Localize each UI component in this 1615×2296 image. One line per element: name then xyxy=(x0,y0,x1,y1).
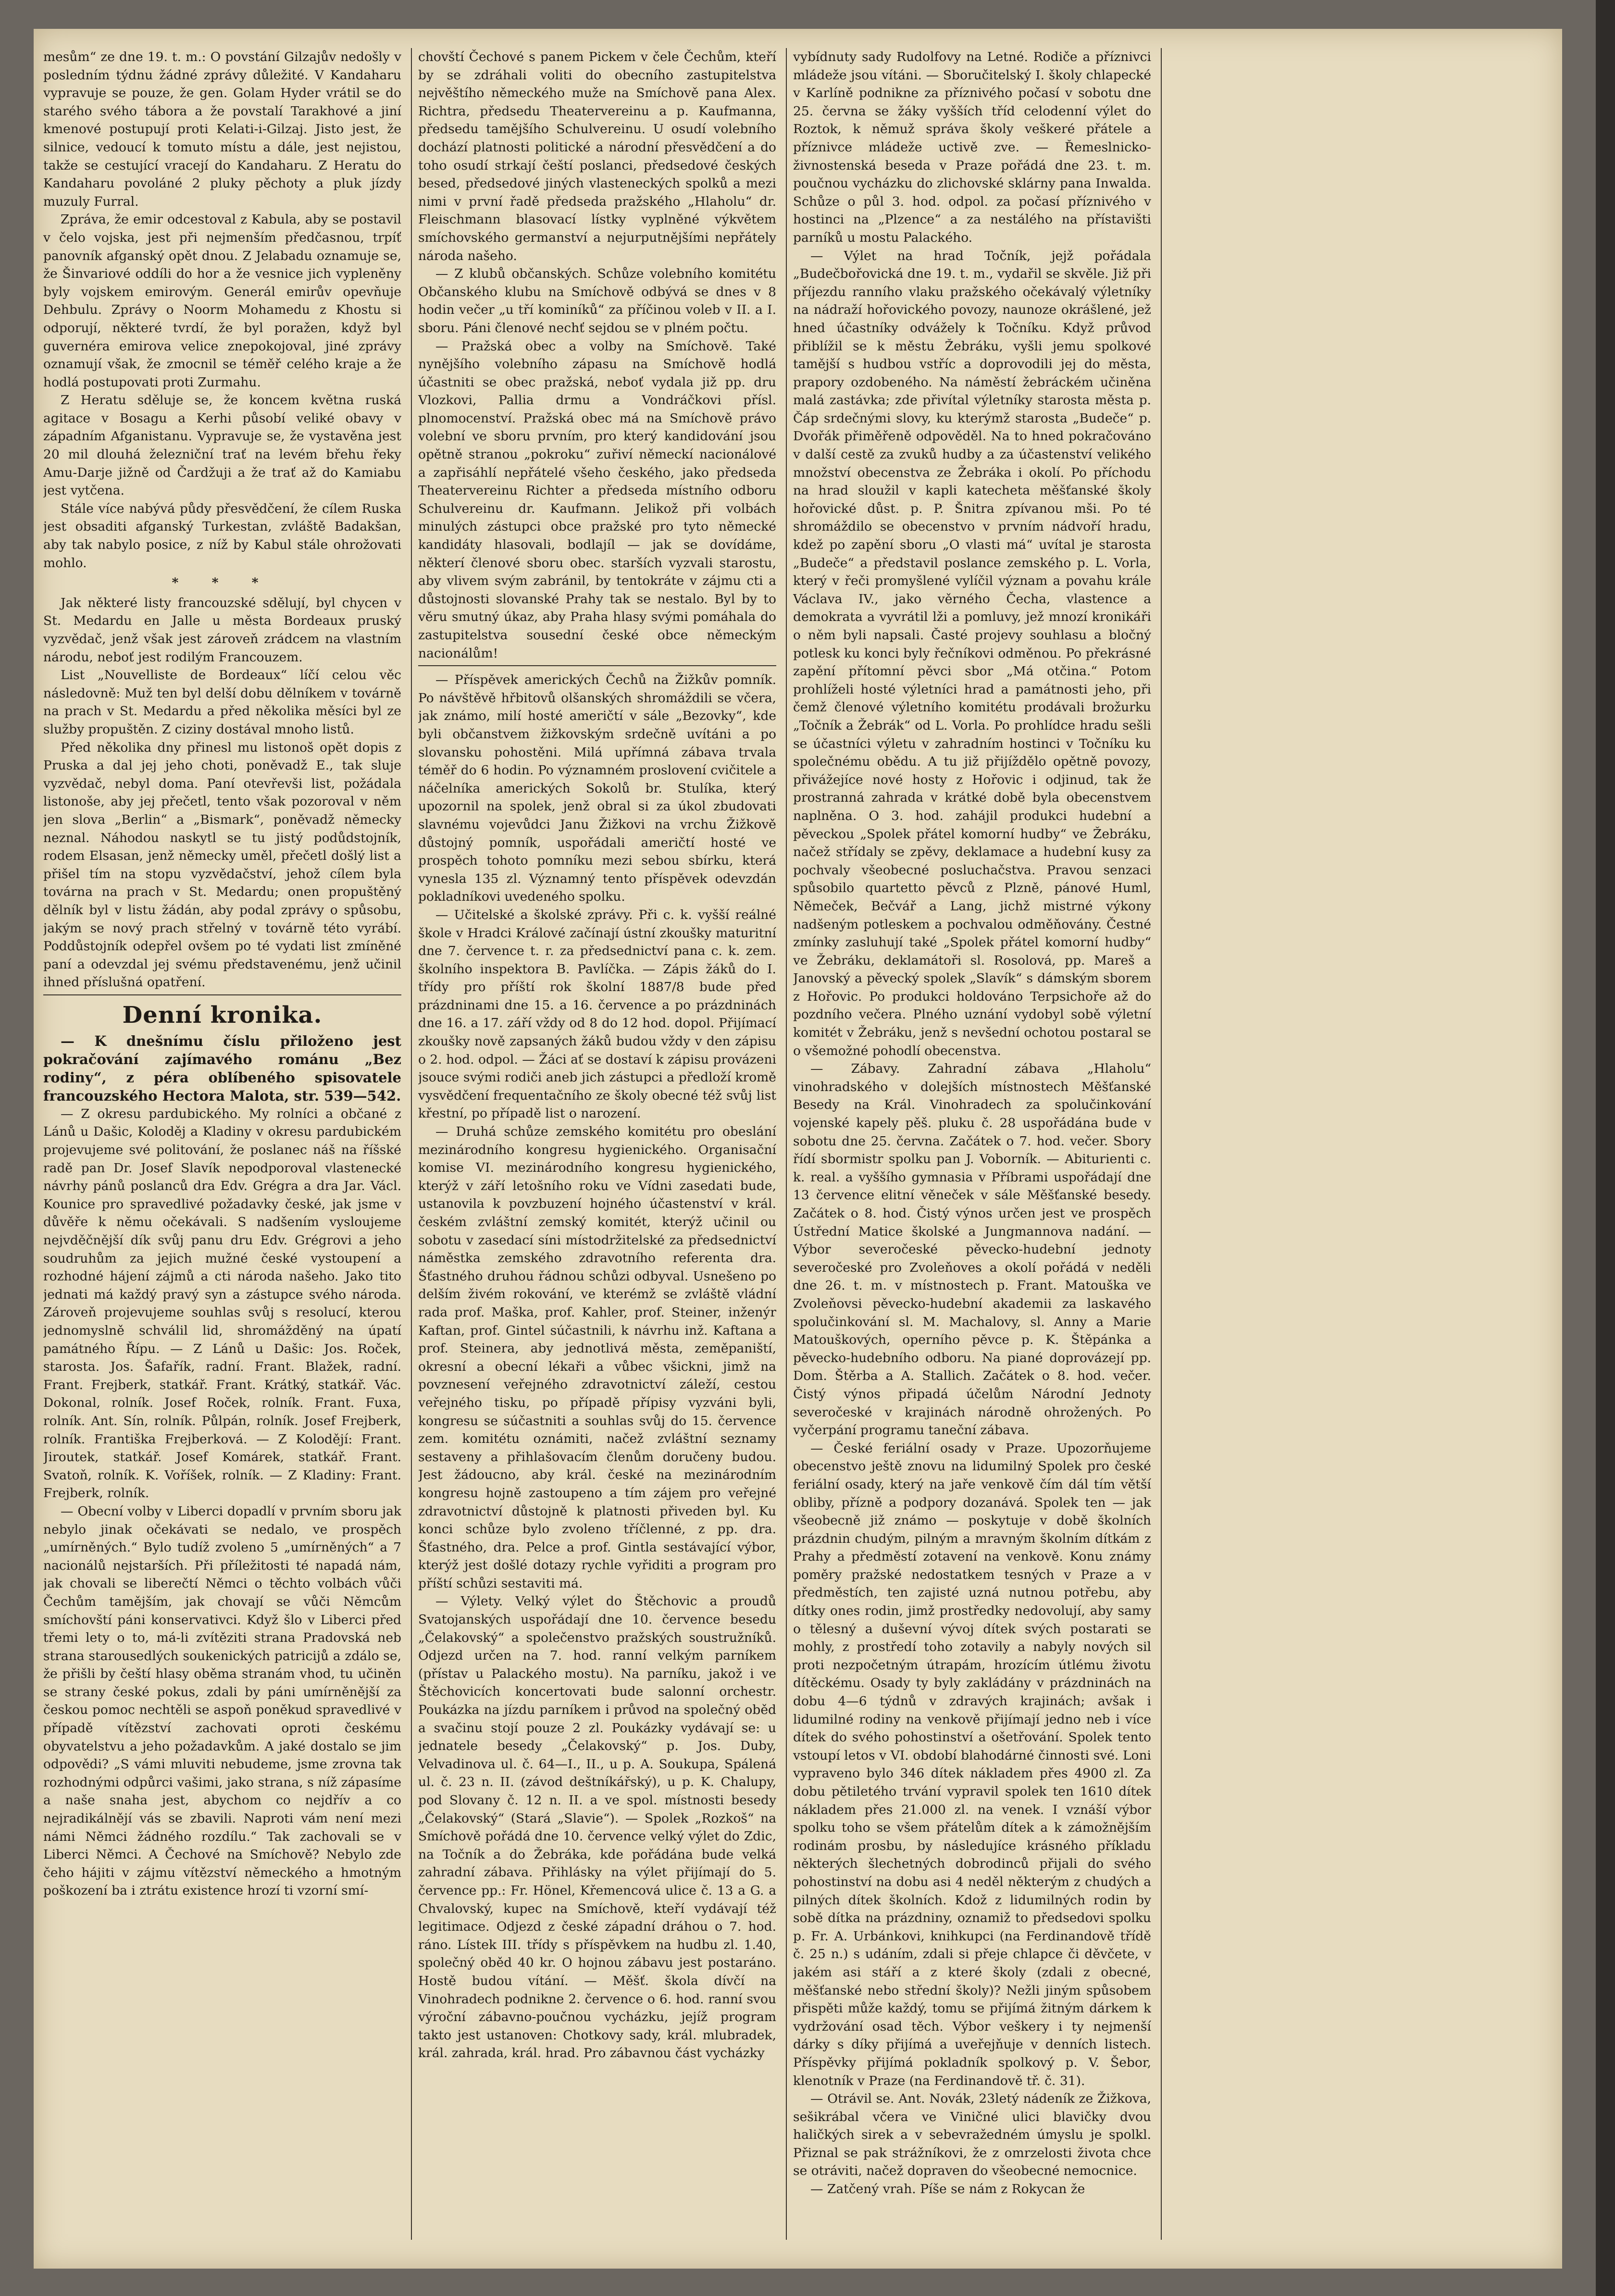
column-rule-1 xyxy=(411,48,412,2240)
scan-edge xyxy=(1596,0,1615,2296)
article-paragraph: chovští Čechové s panem Pickem v čele Čechům, kteří by se zdráhali voliti do obecního zastupitelstva nejvěštího německého muže na Smíchově pana Alex. Richtra, předsedu Theatervereinu a p. Kaufmanna, předsedu tamějšího Schulvereinu. U osudí volebního dochází platnosti politické a národní přesvědčení a do toho osudí strkají čeští poslanci, předsedové českých besed, předsedové jiných vlasteneckých spolků a mezi nimi v první řadě předseda pražského „Hlaholu“ dr. Fleischmann blasovací lístky vyplněné výkvětem smíchovského germanství a nejurputnějšími nepřátely národa našeho. xyxy=(418,50,776,263)
column-4 xyxy=(1168,48,1543,2240)
article-paragraph: — Z okresu pardubického. My rolníci a občané z Lánů u Dašic, Koloděj a Kladiny v okresu pardubickém projevujeme své politování, že poslanec náš na říšské radě pan Dr. Josef Slavík nepodporoval vlastenecké návrhy pánů poslanců dra Edv. Grégra a dra Jar. Václ. Kounice pro spravedlivé požadavky české, jak jsme v důvěře k němu očekávali. S nadšením vysloujeme nejvděčnější dík svůj panu dru Edv. Grégrovi a jeho soudruhům za jejich mužné české vystoupení a rozhodné hájení zájmů a cti národa našeho. Jako tito jednati má každý pravý syn a zástupce svého národa. Zároveň projevujeme souhlas svůj s resolucí, kterou jednomyslně schválil lid, shromážděný na úpatí památného Řípu. — Z Lánů u Dašic: Jos. Roček, starosta. Jos. Šafařík, radní. Frant. Blažek, radní. Frant. Frejberk, statkář. Frant. Krátký, statkář. Vác. Dokonal, rolník. Josef Roček, rolník. Frant. Fuxa, rolník. Ant. Sín, rolník. Půlpán, rolník. Josef Frejberk, rolník. Františka Frejberková. — Z Kolodějí: Frant. Jiroutek, statkář. Josef Komárek, statkář. Frant. Svatoň, rolník. K. Voříšek, rolník. — Z Kladiny: Frant. Frejberk, rolník. xyxy=(43,1106,401,1501)
article-paragraph: — Z klubů občanských. Schůze volebního komitétu Občanského klubu na Smíchově odbývá se dnes v 8 hodin večer „u tří kominíků“ za příčinou voleb v II. a I. sboru. Páni členové nechť sejdou se v plném počtu. xyxy=(418,266,776,335)
column-2 xyxy=(418,48,776,2240)
article-paragraph: Zpráva, že emir odcestoval z Kabula, aby se postavil v čelo vojska, jest při nejmenším předčasnou, trpíť panovník afganský opět dnou. Z Jelabadu oznamuje se, že Šinvariové oddíli do hor a že vesnice jich vypleněny byly vojskem emirovým. Generál emirův opevňuje Dehbulu. Zprávy o Noorm Mohamedu z Khostu si odporují, některé tvrdí, že byl poražen, když byl guvernéra emirova velice znepokojoval, jiné zprávy oznamují však, že zmocnil se téměř celého kraje a že hodlá postupovati proti Zurmahu. xyxy=(43,212,401,390)
article-paragraph: — Učitelské a školské zprávy. Při c. k. vyšší reálné škole v Hradci Králové začínají ústní zkoušky maturitní dne 7. července t. r. za předsednictví pana c. k. zem. školního inspektora B. Pavlíčka. — Zápis žáků do I. třídy pro příští rok školní 1887/8 bude před prázdninami dne 15. a 16. července a po prázdninách dne 16. a 17. září vždy od 8 do 12 hod. dopol. Přijímací zkoušky nově zapsaných žáků budou vždy v den zápisu o 2. hod. odpol. — Žáci ať se dostaví k zápisu provázeni jsouce svými rodiči aneb jich zástupci a předloží kromě vysvědčení frequentačního ze školy obecné též svůj list křestní, po případě list o narození. xyxy=(418,907,776,1121)
section-divider xyxy=(418,665,776,666)
article-paragraph: Z Heratu sděluje se, že koncem května ruská agitace v Bosagu a Kerhi působí veliké obavy v západním Afganistanu. Vypravuje se, že vystavěna jest 20 mil dlouhá železniční trať na levém břehu řeky Amu-Darje jižně od Čardžuji a že trať až do Kamiabu jest vytčena. xyxy=(43,393,401,498)
article-paragraph: — Druhá schůze zemského komitétu pro obeslání mezinárodního kongresu hygienického. Organisační komise VI. mezinárodního kongresu hygienického, kterýž v září letošního roku ve Vídni zasedati bude, ustanovila k povzbuzení hojného účastenství v král. českém zvláštní zemský komitét, kterýž učinil ou sobotu v zasedací síni místodržitelské za předsednictví náměstka zemského zdravotního referenta dra. Šťastného druhou řádnou schůzi odbyval. Usnešeno po delším živém rokování, ve kterémž se zvláště vládní rada prof. Maška, prof. Kahler, prof. Steiner, inženýr Kaftan, prof. Gintel súčastnili, k návrhu inž. Kaftana a prof. Steinera, aby jednotlivá města, zeměpaniští, okresní a obecní lékaři a vůbec všickni, jimž na povznesení veřejného zdravotnictví záleží, cestou veřejného tisku, po případě přípisy vyzváni byli, kongresu se súčastniti a souhlas svůj do 15. července zem. komitétu oznámiti, načež zvláštní seznamy sestaveny a přihlašovacím členům doručeny budou. Jest žádoucno, aby král. české na mezinárodním kongresu hojně zastoupeno a tím zájem pro veřejné zdravotnictví důstojně k platnosti přiveden byl. Ku konci schůze bylo zvoleno tříčlenné, z pp. dra. Šťastného, dra. Pelce a prof. Gintla sestávající výbor, kterýž jest došlé dotazy rychle vyřiditi a program pro příští schůzi sestaviti má. xyxy=(418,1124,776,1591)
article-paragraph: — Obecní volby v Liberci dopadlí v prvním sboru jak nebylo jinak očekávati se nedalo, ve prospěch „umírněných.“ Bylo tudíž zvoleno 5 „umírněných“ a 7 nacionálů nejstarších. Při příležitosti té napadá nám, jak chovali se liberečtí Němci o těchto volbách vůči Čechům tamějším, jak chovají se vůči Němcům smíchovští páni konservativci. Když šlo v Liberci před třemi lety o to, má-li zvítěziti strana Pradovská neb strana starousedlých soukenických patricijů a zdálo se, že přišli by čeští hlasy oběma stranám vhod, tu učiněn se strany české pokus, zdali by páni umírněnější za českou pomoc nechtěli se aspoň poněkud spravedlivé v případě vítězství zachovati oproti českému obyvatelstvu a jeho požadavkům. A jaké dostalo se jim odpovědi? „S vámi mluviti nebudeme, jsme zrovna tak rozhodnými odpůrci vašimi, jako strana, s níž zápasíme a naše snaha jest, abychom co nejdřív a co nejradikálnějí vás se zbavili. Naproti vám není mezi námi Němci žádného rozdílu.“ Tak zachovali se v Liberci Němci. A Čechové na Smíchově? Nebylo zde čeho hájiti v zájmu vítězství německého a hmotným poškození ba i ztrátu existence hrozí ti vzorní smí- xyxy=(43,1503,401,1899)
column-3 xyxy=(793,48,1151,2240)
article-paragraph: — Výlet na hrad Točník, jejž pořádala „Budečbořovická dne 19. t. m., vydařil se skvěle. Již při příjezdu ranního vlaku pražského očekávalý výletníky na nádraží hořovického povozy, naunoze okrášlené, jež hned účastníky odvážely k Točníku. Když průvod přiblížil se k městu Žebráku, vyšli jemu spolkové tamější s hudbou vstříc a doprovodili jej do města, prapory ozdobeného. Na náměstí žebráckém učiněna malá zastávka; zde přivítal výletníky starosta města p. Čáp srdečnými slovy, ku kterýmž starosta „Budeče“ p. Dvořák přiměřeně odpověděl. Na to hned pokračováno v další cestě za zvuků hudby a za účastenství velikého množství obecenstva ze Žebráka i okolí. Po příchodu na hrad sloužil v kapli katecheta měšťanské školy hořovické důst. p. P. Šnitra zpívanou mši. Po té shromáždilo se obecenstvo v prvním nádvoří hradu, kdež po zapění sboru „O vlasti má“ uvítal je starosta „Budeče“ a představil poslance zemského p. L. Vorla, který v řeči promyšlené vylíčil význam a povahu krále Václava IV., jako věrného Čecha, vlastence a demokrata a vyvrátil lži a pomluvy, jež mnozí kronikáři o něm byli napsali. Časté projevy souhlasu a bločný potlesk ku konci byly řečníkovi odměnou. Po překrásné zapění přítomní pěvci sbor „Má otčina.“ Potom prohlíželi hosté výletníci hrad a památnosti jeho, při čemž členové výletního komitétu prodávali brožurku „Točník a Žebrák“ od L. Vorla. Po prohlídce hradu sešli se účastníci výletu v zahradním hostinci v Točníku ku společnému obědu. A tu již přijíždělo opětně povozy, přivážejíce nové hosty z Hořovic i odjinud, tak že prostranná zahrada v krátké době byla obecenstvem naplněna. O 3. hod. zahájil produkci hudební a pěveckou „Spolek přátel komorní hudby“ ve Žebráku, načež střídaly se zpěvy, deklamace a hudební kusy za pochvaly všeobecné posluchačstva. Pravou senzaci spůsobilo quartetto pěvců z Plzně, pánové Huml, Němeček, Bečvář a Lang, jichž mistrné výkony nadšeným potleskem a pochvalou odměňovány. Čestné zmínky zasluhují také „Spolek přátel komorní hudby“ ve Žebráku, deklamátoři sl. Rosolová, pp. Mareš a Janovský a pěvecký spolek „Slavík“ s dámským sborem z Hořovic. Po produkci holdováno Terpsichoře až do pozdního večera. Plného uznání vydobyl sobě výletní komitét v Žebráku, jenž s nevšední ochotou postaral se o všemožné pohodlí obecenstva. xyxy=(793,248,1151,1058)
article-paragraph: Před několika dny přinesl mu listonoš opět dopis z Pruska a dal jej jeho choti, poněvadž E., tak sluje vyzvědač, nebyl doma. Paní otevřevši list, požádala listonoše, aby jej přečetl, tento však pozoroval v něm jen slova „Berlin“ a „Bismark“, poněvadž německy neznal. Náhodou naskytl se tu jistý podůdstojník, rodem Elsasan, jenž německy uměl, přečetl došlý list a přišel tím na stopu vyzvědačství, jehož cílem byla továrna na prach v St. Medardu; onen propuštěný dělník byl v listu žádán, aby podal zprávy o spůsobu, jakým se nový prach střelný v továrně této vyrábí. Poddůstojník odepřel ovšem po té vydati list zmíněné paní a odevzdal jej svému představenému, jenž učinil ihned příslušná opatření. xyxy=(43,740,401,990)
article-paragraph: — Zatčený vrah. Píše se nám z Rokycan že xyxy=(810,2182,1085,2197)
article-paragraph: — Zábavy. Zahradní zábava „Hlaholu“ vinohradského v dolejších místnostech Měšťanské Besedy na Král. Vinohradech za spolučinkování vojenské kapely pěš. pluku č. 28 uspořádána bude v sobotu dne 25. června. Začátek o 7. hod. večer. Sbory řídí sbormistr spolku pan J. Voborník. — Abiturienti c. k. real. a vyššího gymnasia v Příbrami uspořádají dne 13 července elitní věneček v sále Měšťanské besedy. Začátek o 8. hod. Čistý výnos určen jest ve prospěch Ústřední Matice školské a Jungmannova nadání. — Výbor severočeské pěvecko-hudební jednoty severočeské pro Zvoleňoves a okolí pořádá v neděli dne 26. t. m. v místnostech p. Frant. Matouška ve Zvoleňovsi pěvecko-hudební akademii za laskavého spolučinkování sl. M. Machalovy, sl. Anny a Marie Matouškových, operního pěvce p. K. Štěpánka a pěvecko-hudebního odboru. Na piané doprovázejí pp. Dom. Štěrba a A. Stallich. Začátek o 8. hod. večer. Čistý výnos připadá účelům Národní Jednoty severočeské v krajinách národně ohrožených. Po vyčerpání programu taneční zábava. xyxy=(793,1061,1151,1438)
asterism: * * * xyxy=(172,575,273,591)
article-paragraph: — České feriální osady v Praze. Upozorňujeme obecenstvo ještě znovu na lidumilný Spolek pro české feriální osady, který na jaře venkově čím dál tím větší obliby, přízně a podpory dozanává. Spolek ten — jak všeobecně již známo — poskytuje v době školních prázdnin chudým, pilným a mravným školním dítkám z Prahy a předměstí zotavení na venkově. Konu známy poměry pražské nedostatkem tesných v Praze a v předměstích, ten zajisté uzná nutnou potřebu, aby dítky ones rodin, jimž prostředky nedovolují, aby samy o tělesný a duševní vývoj dítek svých postarati se mohly, z prostředí toho zotavily a nabyly nových sil proti nezpočetným útrapám, hrozícím útlému životu dítěckému. Osady ty byly zakládány v prázdninách na dobu 4—6 týdnů v zdravých krajinách; avšak i lidumilné rodiny na venkově přijímají jedno neb i více dítek do svého pohostinství a ošetřování. Spolek tento vstoupí letos v VI. období blahodárné činnosti své. Loni vypraveno bylo 346 dítek nákladem přes 4900 zl. Za dobu pětiletého trvání vypravil spolek ten 1610 dítek nákladem přes 21.000 zl. na venek. I vznáší výbor spolku toho se všem přátelům dítek a k zámožnějším rodinám prosbu, by následujíce krásného příkladu některých šlechetných dobrodinců přijali do svého pohostinství na dobu asi 4 neděl některým z chudých a pilných dítek školních. Kdož z lidumilných rodin by sobě dítka na prázdniny, oznamiž to předsedovi spolku p. Fr. A. Urbánkovi, knihkupci (na Ferdinandově třídě č. 25 n.) s udáním, zdali si přeje chlapce či děvčete, v jakém asi stáří a z které školy (zdali z obecné, měšťanské nebo střední školy)? Nežli jiným spůsobem přispěti může každý, tomu se přijímá žitným dárkem k vydržování osad těch. Výbor veškery i ty nejmenší dárky s díky přijímá a uveřejňuje v denních listech. Příspěvky přijímá pokladník spolkový p. V. Šebor, klenotník v Praze (na Ferdinandově tř. č. 31). xyxy=(793,1440,1151,2088)
section-divider xyxy=(43,994,401,995)
column-rule-2 xyxy=(786,48,787,2240)
section-heading: Denní kronika. xyxy=(122,1001,323,1029)
column-rule-3 xyxy=(1161,48,1162,2240)
article-paragraph: mesům“ ze dne 19. t. m.: O povstání Gilzajův nedošly v posledním týdnu žádné zprávy důležité. V Kandaharu vypravuje se pouze, že gen. Golam Hyder vrátil se do starého svého tábora a že povstalí Tarakhové a jiní kmenové postupují proti Kelati-i-Gilzaj. Jisto jest, že silnice, vedoucí k tomuto místu a dále, jest nejistou, takže se cestující vracejí do Kandaharu. Z Heratu do Kandaharu povoláné 2 pluky pěchoty a pluk jízdy muzuly Furral. xyxy=(43,50,401,209)
article-paragraph: — Příspěvek amerických Čechů na Žižkův pomník. Po návštěvě hřbitovů olšanských shromáždili se včera, jak známo, milí hosté američtí v sále „Bezovky“, kde byli občanstvem žižkovským srdečně uvítáni a po slovansku pohostěni. Milá upřímná zábava trvala téměř do 6 hodin. Po významném proslovení cvičitele a náčelníka amerických Sokolů br. Stulíka, který upozornil na spolek, jenž obral si za úkol zbudovati slavnému vojevůdci Janu Žižkovi na vrchu Žižkově důstojný pomník, uspořádali američtí hosté ve prospěch tohoto pomníku mezi sebou sbírku, která vynesla 135 zl. Významný tento příspěvek odevzdán pokladníkovi uvedeného spolku. xyxy=(418,672,776,905)
article-paragraph: vybídnuty sady Rudolfovy na Letné. Rodiče a příznivci mládeže jsou vítáni. — Sboručitelský I. školy chlapecké v Karlíně podnikne za příznivého počasí v sobotu dne 25. června se žáky vyšších tříd celodenní výlet do Roztok, k němuž správa školy veškeré přátele a příznivce mládeže uctivě zve. — Řemeslnicko-živnostenská beseda v Praze pořádá dne 23. t. m. poučnou vycházku do zlichovské sklárny pana Inwalda. Schůze o půl 3. hod. odpol. za počasí příznivého v hostinci na „Plzence“ a za nestálého na přístavišti parníků u mostu Palackého. xyxy=(793,50,1151,245)
newspaper-page xyxy=(34,29,1562,2269)
column-1 xyxy=(43,48,401,2240)
article-paragraph: — Výlety. Velký výlet do Štěchovic a proudů Svatojanských uspořádají dne 10. července besedu „Čelakovský“ a společenstvo pražských soustružníků. Odjezd určen na 7. hod. ranní velkým parníkem (přístav u Palackého mostu). Na parníku, jakož i ve Štěchovicích koncertovati bude salonní orchestr. Poukázka na jízdu parníkem i průvod na společný oběd a svačinu stojí pouze 2 zl. Poukázky vydávají se: u jednatele besedy „Čelakovský“ p. Jos. Duby, Velvadinova ul. č. 64—I., II., u p. A. Soukupa, Spálená ul. č. 23 n. II. (závod deštníkářský), u p. K. Chalupy, pod Slovany č. 12 n. II. a ve spol. místnosti besedy „Čelakovský“ (Stará „Slavie“). — Spolek „Rozkoš“ na Smíchově pořádá dne 10. července velký výlet do Zdic, na Točník a do Žebráka, kde pořádána bude velká zahradní zábava. Přihlásky na výlet přijímají do 5. července pp.: Fr. Hönel, Křemencová ulice č. 13 a G. a Chvalovský, kupec na Smíchově, kteří vydávají též legitimace. Odjezd z české západní dráhou o 7. hod. ráno. Lístek III. třídy s příspěvkem na hudbu zl. 1.40, společný oběd 40 kr. O hojnou zábavu jest postaráno. Hostě budou vítání. — Měšť. škola dívčí na Vinohradech podnikne 2. července o 6. hod. ranní svou výroční zábavno-poučnou vycházku, jejíž program takto jest ustanoven: Chotkovy sady, král. mlubradek, král. zahrada, král. hrad. Pro zábavnou část vycházky xyxy=(418,1594,776,2061)
article-paragraph: Stále více nabývá půdy přesvědčení, že cílem Ruska jest obsaditi afganský Turkestan, zvláště Badakšan, aby tak nabylo posice, z níž by Kabul stále ohrožovati mohlo. xyxy=(43,501,401,571)
article-paragraph: — Pražská obec a volby na Smíchově. Také nynějšího volebního zápasu na Smíchově hodlá účastniti se obec pražská, neboť vydala již pp. dru Vlozkovi, Pallia drmu a Vondráčkovi přísl. plnomocenství. Pražská obec má na Smíchově právo volební ve sboru prvním, pro který kandidování jsou opětně stranou „pokroku“ zuřiví německí nacionálové a zapřisáhlí nepřátelé všeho českého, jako předseda Theatervereinu Richter a předseda místního odboru Schulvereinu dr. Kaufmann. Jelikož při volbách minulých zástupci obce pražské pro tyto německé kandidáty hlasovali, bodlajíl — jak se dovídáme, některí členové sboru obec. starších vyzvali starostu, aby vlivem svým zabránil, by tentokráte v zájmu cti a důstojnosti slovanské Prahy tak se nestalo. Byl by to věru smutný úkaz, aby Praha hlasy svými pomáhala do zastupitelstva sousední české obce německým nacionálům! xyxy=(418,338,776,661)
article-paragraph: — Otrávil se. Ant. Novák, 23letý nádeník ze Žižkova, sešikrábal včera ve Viničné ulici blavičky dvou haličkých sirek a v sebevražedném úmyslu je spolkl. Přiznal se pak strážníkovi, že z omrzelosti života chce se otráviti, načež dopraven do všeobecné nemocnice. xyxy=(793,2091,1151,2179)
article-paragraph: Jak některé listy francouzské sdělují, byl chycen v St. Medardu en Jalle u města Bordeaux pruský vyzvědač, jenž však jest zároveň zrádcem na vlastním národu, neboť jest rodilým Francouzem. xyxy=(43,595,401,665)
article-paragraph: — K dnešnímu číslu přiloženo jest pokračování zajímavého románu „Bez rodiny“, z péra oblíbeného spisovatele francouzského Hectora Malota, str. 539—542. xyxy=(43,1032,401,1104)
article-paragraph: List „Nouvelliste de Bordeaux“ líčí celou věc následovně: Muž ten byl delší dobu dělníkem v továrně na prach v St. Medardu a před několika měsíci byl ze služby propuštěn. Z ciziny dostával mnoho listů. xyxy=(43,668,401,737)
